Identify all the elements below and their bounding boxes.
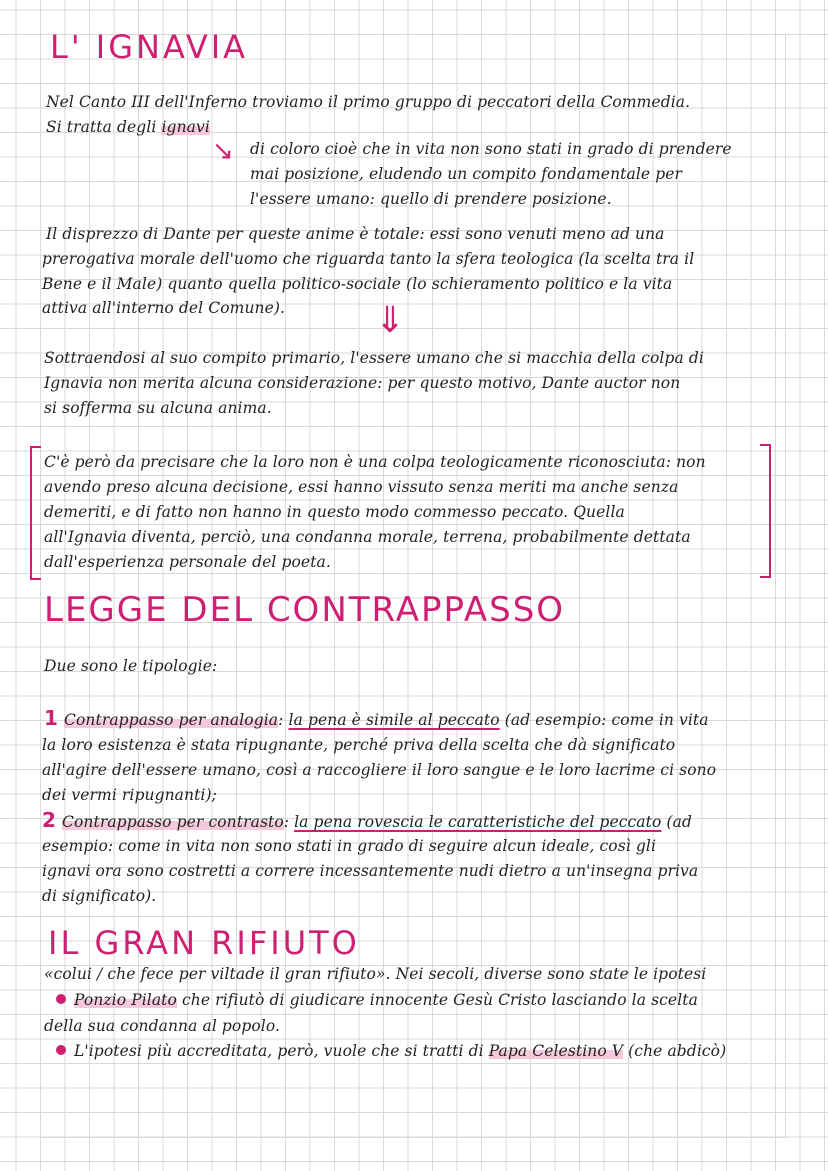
- boxed-note-line-2: avendo preso alcuna decisione, essi hanno vissuto senza meriti ma anche senza: [44, 478, 679, 496]
- ignavia-para3-line-2: Ignavia non merita alcuna considerazione: per questo motivo, Dante auctor non: [44, 374, 681, 392]
- ignavia-para3-line-3: si sofferma su alcuna anima.: [44, 399, 272, 417]
- highlight-ignavi: ignavi: [161, 118, 210, 136]
- number-2-marker: 2: [42, 808, 57, 832]
- boxed-note-line-5: dall'esperienza personale del poeta.: [44, 553, 331, 571]
- ignavia-para2-line-4: attiva all'interno del Comune).: [42, 299, 286, 317]
- rifiuto-bullet-1-line-1: [56, 990, 698, 1010]
- boxed-note-line-1: C'è però da precisare che la loro non è una colpa teologicamente riconosciuta: non: [44, 453, 706, 471]
- bullet-icon: [56, 994, 66, 1004]
- down-arrow-icon: ⇓: [375, 300, 406, 341]
- rifiuto-bullet-2-text: L'ipotesi più accreditata, però, vuole che si tratti di: [74, 1042, 489, 1060]
- contrappasso-type-1-line-3: all'agire dell'essere umano, così a raccogliere il loro sangue e le loro lacrime ci sono: [42, 761, 717, 779]
- colon: :: [278, 711, 284, 729]
- contrappasso-intro: Due sono le tipologie:: [44, 657, 218, 675]
- colon: :: [283, 813, 290, 831]
- highlight-papa-celestino: Papa Celestino V: [488, 1042, 624, 1060]
- rifiuto-bullet-2-end: (che abdicò): [623, 1042, 727, 1060]
- pointing-arrow-icon: ↘: [212, 136, 234, 166]
- boxed-note-line-3: demeriti, e di fatto non hanno in questo modo commesso peccato. Quella: [44, 503, 625, 521]
- contrappasso-type-2-line-1: [42, 810, 692, 832]
- section-title-ignavia: L' IGNAVIA: [50, 28, 249, 66]
- contrappasso-analogia-rest: (ad esempio: come in vita: [499, 711, 709, 729]
- rifiuto-quote-line: «colui / che fece per viltade il gran rifiuto». Nei secoli, diverse sono state le ipotesi: [44, 965, 707, 983]
- ignavia-intro-line-1: Nel Canto III dell'Inferno troviamo il primo gruppo di peccatori della Commedia.: [46, 93, 691, 111]
- section-title-contrappasso: LEGGE DEL CONTRAPPASSO: [44, 590, 566, 630]
- section-title-gran-rifiuto: IL GRAN RIFIUTO: [48, 924, 360, 962]
- contrappasso-contrasto-definition: la pena rovescia le caratteristiche del peccato: [294, 813, 662, 831]
- ignavia-para2-line-1: Il disprezzo di Dante per queste anime è totale: essi sono venuti meno ad una: [46, 225, 665, 243]
- rifiuto-bullet-1-line-2: della sua condanna al popolo.: [44, 1017, 281, 1035]
- contrappasso-analogia-definition: la pena è simile al peccato: [288, 711, 500, 729]
- number-1-marker: 1: [44, 706, 59, 730]
- ignavia-para2-line-2: prerogativa morale dell'uomo che riguarda tanto la sfera teologica (la scelta tra il: [42, 250, 695, 268]
- rifiuto-bullet-2: [56, 1041, 726, 1061]
- contrappasso-type-2-line-3: ignavi ora sono costretti a correre incessantemente nudi dietro a un'insegna priva: [42, 862, 699, 880]
- contrappasso-type-1-line-1: [44, 708, 709, 730]
- contrappasso-analogia-label: Contrappasso per analogia: [64, 711, 279, 729]
- contrappasso-type-1-line-4: dei vermi ripugnanti);: [42, 786, 217, 804]
- highlight-ponzio-pilato: Ponzio Pilato: [74, 991, 177, 1009]
- contrappasso-contrasto-label: Contrappasso per contrasto: [62, 813, 284, 831]
- contrappasso-type-1-line-2: la loro esistenza è stata ripugnante, perché priva della scelta che dà significato: [42, 736, 676, 754]
- bullet-icon: [56, 1045, 66, 1055]
- bracket-left: [30, 446, 41, 580]
- contrappasso-type-2-line-2: esempio: come in vita non sono stati in grado di seguire alcun ideale, così gli: [42, 837, 656, 855]
- contrappasso-type-2-line-4: di significato).: [42, 887, 157, 905]
- rifiuto-bullet-1-text: che rifiutò di giudicare innocente Gesù Cristo lasciando la scelta: [176, 991, 698, 1009]
- ignavia-para2-line-3: Bene e il Male) quanto quella politico-sociale (lo schieramento politico e la vita: [42, 275, 673, 293]
- ignavi-definition-line-1: di coloro cioè che in vita non sono stati in grado di prendere: [250, 140, 732, 158]
- ignavi-definition-line-2: mai posizione, eludendo un compito fondamentale per: [250, 165, 682, 183]
- contrappasso-contrasto-rest: (ad: [661, 813, 692, 831]
- ignavia-intro-text: Si tratta degli: [46, 118, 157, 136]
- ignavi-definition-line-3: l'essere umano: quello di prendere posizione.: [250, 190, 612, 208]
- ignavia-intro-line-2: [46, 117, 210, 137]
- ignavia-para3-line-1: Sottraendosi al suo compito primario, l'essere umano che si macchia della colpa di: [44, 349, 704, 367]
- bracket-right: [760, 444, 771, 578]
- boxed-note-line-4: all'Ignavia diventa, perciò, una condanna morale, terrena, probabilmente dettata: [44, 528, 691, 546]
